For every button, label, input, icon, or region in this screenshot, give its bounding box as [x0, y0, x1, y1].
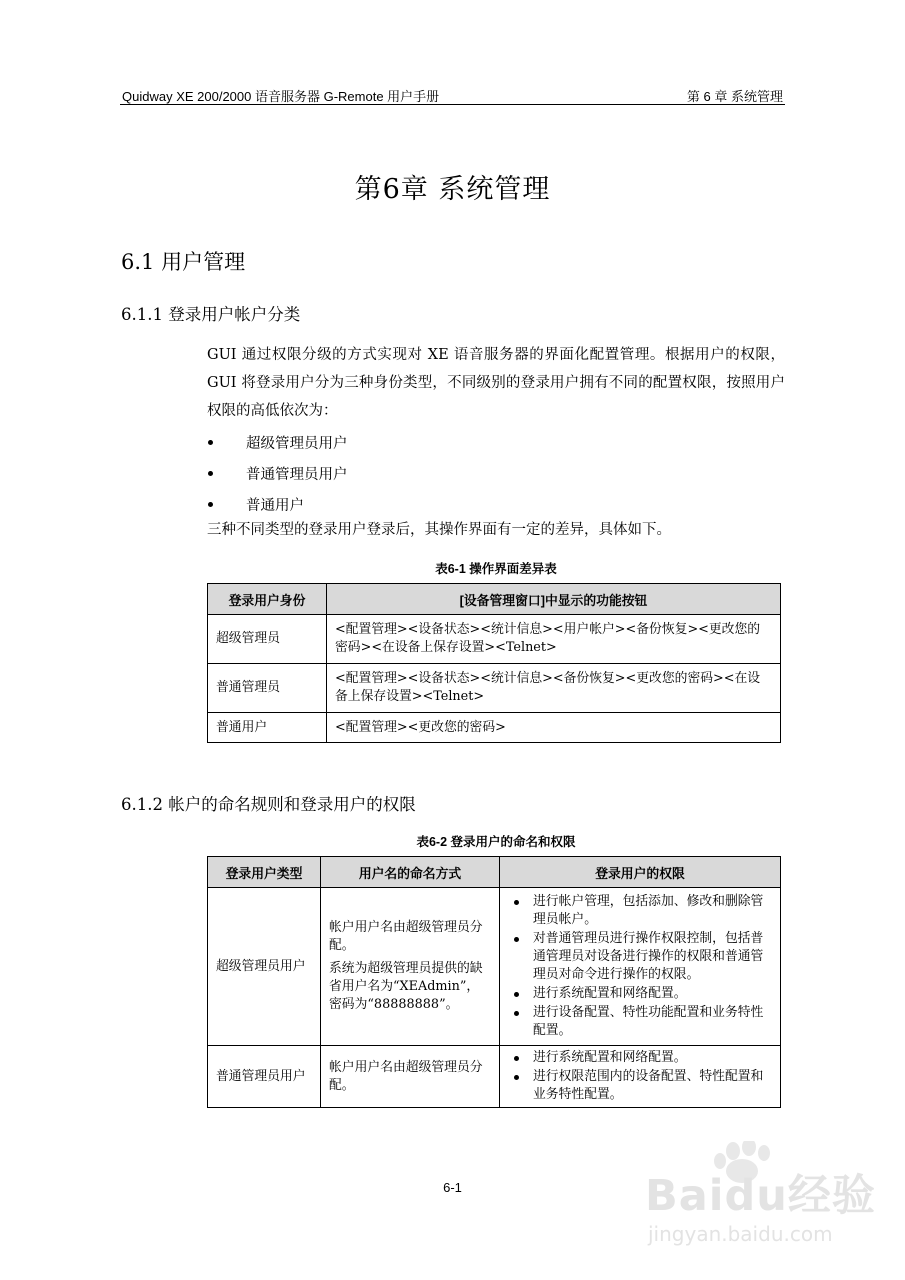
user-rights-table [207, 856, 781, 1108]
naming-text: 帐户用户名由超级管理员分配。 [329, 920, 483, 953]
watermark-url: jingyan.baidu.com [648, 1222, 833, 1246]
table-row [208, 664, 781, 713]
table-cell: 超级管理员用户 [208, 888, 321, 1046]
page-number: 6-1 [443, 1180, 462, 1195]
table-cell: <配置管理><设备状态><统计信息><备份恢复><更改您的密码><在设备上保存设置><Telnet> [327, 664, 781, 713]
list-item-label: 普通管理员用户 [246, 467, 348, 483]
bullet-icon [208, 502, 213, 507]
table-row [208, 713, 781, 743]
list-item [207, 489, 348, 520]
list-item-label: 进行帐户管理，包括添加、修改和删除管理员帐户。 [533, 894, 764, 927]
chapter-title: 第6章 系统管理 [354, 174, 551, 205]
table-cell [321, 888, 500, 1046]
section-heading-6-1-2: 6.1.2 帐户的命名规则和登录用户的权限 [121, 795, 416, 814]
table-cell: <配置管理><设备状态><统计信息><用户帐户><备份恢复><更改您的密码><在设备上保存设置><Telnet> [327, 615, 781, 664]
table-cell: 普通管理员用户 [208, 1046, 321, 1108]
list-item [207, 427, 348, 458]
table-header-row [208, 584, 781, 615]
bullet-icon [514, 1056, 519, 1061]
rights-list [508, 893, 772, 1040]
table-cell: 普通用户 [208, 713, 327, 743]
bullet-icon [514, 1011, 519, 1016]
list-item-label: 进行权限范围内的设备配置、特性配置和业务特性配置。 [533, 1069, 764, 1102]
table-header-cell: 登录用户身份 [208, 584, 327, 615]
table-header-cell: 用户名的命名方式 [321, 857, 500, 888]
list-item [508, 930, 772, 984]
bullet-icon [208, 440, 213, 445]
list-item-label: 进行设备配置、特性功能配置和业务特性配置。 [533, 1005, 764, 1038]
watermark-brand: Baidu经验 [645, 1171, 876, 1221]
table-header-cell: [设备管理窗口]中显示的功能按钮 [327, 584, 781, 615]
table1-caption: 表6-1 操作界面差异表 [435, 562, 557, 576]
section-heading-6-1-1: 6.1.1 登录用户帐户分类 [121, 305, 301, 324]
list-item [508, 893, 772, 929]
header-rule [120, 104, 785, 105]
bullet-icon [514, 1075, 519, 1080]
list-item [207, 458, 348, 489]
table-cell [500, 1046, 781, 1108]
section-heading-6-1: 6.1 用户管理 [121, 250, 246, 274]
bullet-icon [514, 900, 519, 905]
bullet-icon [208, 471, 213, 476]
table-header-row [208, 857, 781, 888]
table-cell [321, 1046, 500, 1108]
table-row [208, 1046, 781, 1108]
list-item-label: 超级管理员用户 [246, 436, 348, 452]
table-cell: 超级管理员 [208, 615, 327, 664]
list-item-label: 对普通管理员进行操作权限控制，包括普通管理员对设备进行操作的权限和普通管理员对命令进行操作的权限。 [533, 931, 764, 982]
table-header-cell: 登录用户类型 [208, 857, 321, 888]
table-row [208, 615, 781, 664]
bullet-icon [514, 937, 519, 942]
table-header-cell: 登录用户的权限 [500, 857, 781, 888]
list-item-label: 进行系统配置和网络配置。 [533, 1050, 687, 1065]
list-item [508, 1049, 772, 1067]
ui-difference-table [207, 583, 781, 743]
list-item [508, 985, 772, 1003]
table-row [208, 888, 781, 1046]
bullet-icon [514, 992, 519, 997]
table-cell [500, 888, 781, 1046]
table2-caption: 表6-2 登录用户的命名和权限 [416, 835, 576, 849]
user-type-list [207, 427, 348, 520]
naming-text: 系统为超级管理员提供的缺省用户名为“XEAdmin”，密码为“88888888”。 [329, 961, 483, 1012]
intro-paragraph: GUI 通过权限分级的方式实现对 XE 语音服务器的界面化配置管理。根据用户的权限，GUI 将登录用户分为三种身份类型，不同级别的登录用户拥有不同的配置权限，按照用户权限的高低依次为： [207, 347, 785, 419]
intro-paragraph-2: 三种不同类型的登录用户登录后，其操作界面有一定的差异，具体如下。 [207, 522, 671, 538]
list-item [508, 1004, 772, 1040]
table-cell: <配置管理><更改您的密码> [327, 713, 781, 743]
list-item [508, 1068, 772, 1104]
naming-text: 帐户用户名由超级管理员分配。 [329, 1059, 483, 1093]
table-cell: 普通管理员 [208, 664, 327, 713]
list-item-label: 普通用户 [246, 498, 304, 514]
header-chapter: 第 6 章 系统管理 [686, 89, 783, 104]
list-item-label: 进行系统配置和网络配置。 [533, 986, 687, 1001]
header-title: Quidway XE 200/2000 语音服务器 G-Remote 用户手册 [122, 89, 440, 104]
rights-list [508, 1049, 772, 1104]
